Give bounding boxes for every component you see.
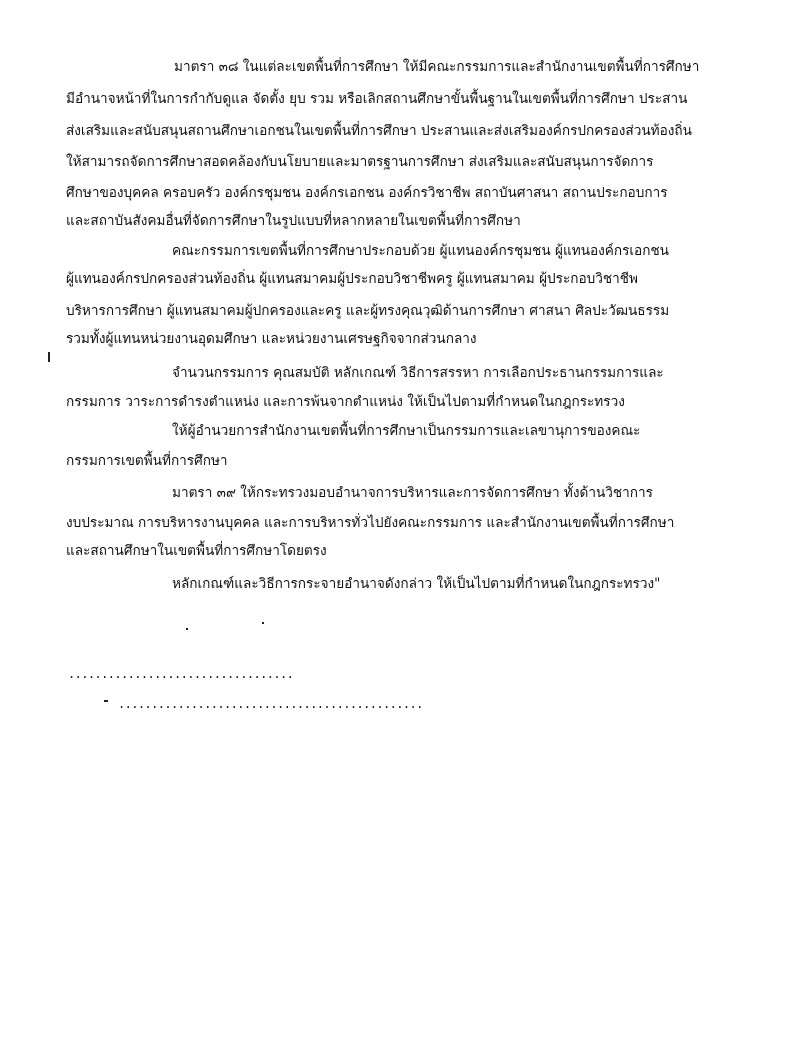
committee-line-2: ผู้แทนองค์กรปกครองส่วนท้องถิ่น ผู้แทนสมาคมผู้ประกอบวิชาชีพครู ผู้แทนสมาคม ผู้ประกอบวิชาชีพ: [66, 271, 638, 287]
section38-line-6: และสถาบันสังคมอื่นที่จัดการศึกษาในรูปแบบที่หลากหลายในเขตพื้นที่การศึกษา: [66, 213, 521, 229]
section38-line-3: ส่งเสริมและสนับสนุนสถานศึกษาเอกชนในเขตพื้นที่การศึกษา ประสานและส่งเสริมองค์กรปกครองส่วนท้องถิ่น: [66, 123, 692, 139]
director-line-2: กรรมการเขตพื้นที่การศึกษา: [66, 453, 228, 469]
section39-line-3: และสถานศึกษาในเขตพื้นที่การศึกษาโดยตรง: [66, 543, 327, 559]
scan-mark: [48, 352, 50, 362]
section38-line-1: มาตรา ๓๘ ในแต่ละเขตพื้นที่การศึกษา ให้มีคณะกรรมการและสำนักงานเขตพื้นที่การศึกษา: [174, 59, 700, 75]
section39-line-2: งบประมาณ การบริหารงานบุคคล และการบริหารทั่วไปยังคณะกรรมการ และสำนักงานเขตพื้นที่การศึกษา: [66, 515, 675, 531]
signature-dotted-line-1: ..................................: [68, 667, 294, 681]
committee-line-1: คณะกรรมการเขตพื้นที่การศึกษาประกอบด้วย ผู้แทนองค์กรชุมชน ผู้แทนองค์กรเอกชน: [172, 243, 669, 259]
membership-line-2: กรรมการ วาระการดำรงตำแหน่ง และการพ้นจากตำแหน่ง ให้เป็นไปตามที่กำหนดในกฎกระทรวง: [66, 394, 625, 410]
director-line-1: ให้ผู้อำนวยการสำนักงานเขตพื้นที่การศึกษาเป็นกรรมการและเลขานุการของคณะ: [172, 423, 641, 439]
committee-line-4: รวมทั้งผู้แทนหน่วยงานอุดมศึกษา และหน่วยงานเศรษฐกิจจากส่วนกลาง: [66, 331, 477, 347]
signature-dotted-line-2: ..............................................: [118, 697, 423, 711]
speck-2: [262, 622, 264, 624]
section39-line-1: มาตรา ๓๙ ให้กระทรวงมอบอำนาจการบริหารและการจัดการศึกษา ทั้งด้านวิชาการ: [172, 485, 653, 501]
section38-line-2: มีอำนาจหน้าที่ในการกำกับดูแล จัดตั้ง ยุบ รวม หรือเลิกสถานศึกษาขั้นพื้นฐานในเขตพื้นที่การศึกษา ประสาน: [66, 91, 688, 107]
section38-line-4: ให้สามารถจัดการศึกษาสอดคล้องกับนโยบายและมาตรฐานการศึกษา ส่งเสริมและสนับสนุนการจัดการ: [66, 154, 654, 170]
committee-line-3: บริหารการศึกษา ผู้แทนสมาคมผู้ปกครองและครู และผู้ทรงคุณวุฒิด้านการศึกษา ศาสนา ศิลปะวัฒนธรรม: [66, 303, 670, 319]
speck-1: [186, 628, 188, 630]
closing-line-1: หลักเกณฑ์และวิธีการกระจายอำนาจดังกล่าว ให้เป็นไปตามที่กำหนดในกฎกระทรวง": [172, 576, 661, 592]
membership-line-1: จำนวนกรรมการ คุณสมบัติ หลักเกณฑ์ วิธีการสรรหา การเลือกประธานกรรมการและ: [172, 365, 664, 381]
section38-line-5: ศึกษาของบุคคล ครอบครัว องค์กรชุมชน องค์กรเอกชน องค์กรวิชาชีพ สถาบันศาสนา สถานประกอบการ: [66, 185, 668, 201]
bullet-dash: [104, 700, 108, 702]
